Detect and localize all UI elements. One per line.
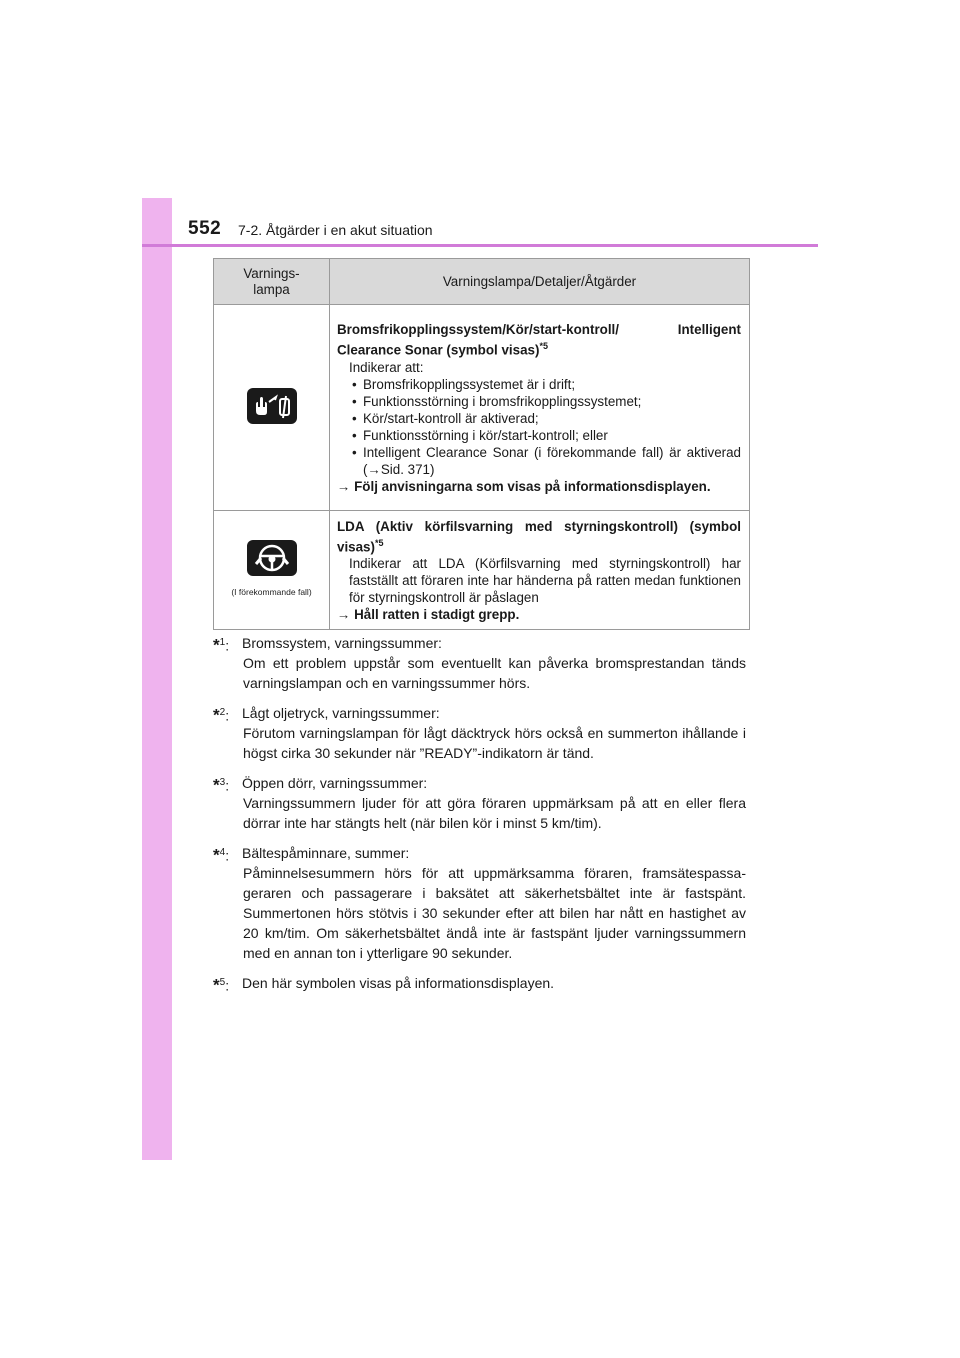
section-title: 7-2. Åtgärder i en akut situation	[238, 222, 433, 238]
table-row	[214, 511, 750, 630]
lamp-cell	[214, 305, 330, 511]
footnote-text: Påminnelsesummern hörs för att uppmärksamma föraren, framsätespassageraren och passagerare i baksätet att säkerhetsbältet inte är fastspänt. Summertonen hörs stötvis i 30 sekunder efter att bilen har nått en hastighet av 20 km/tim. Om säkerhetsbältet ändå inte är fastspänt ljuder varningssummern med en annan ton i ytterligare 90 sekunder.	[243, 865, 746, 961]
page-number: 552	[188, 218, 222, 239]
list-item: • Bromsfrikopplingssystemet är i drift;	[337, 376, 741, 393]
table-header-row	[214, 259, 750, 305]
row-action: → Följ anvisningarna som visas på informationsdisplayen.	[337, 478, 711, 494]
footnote-marker: *$^3$:	[213, 775, 230, 795]
footnote	[213, 633, 746, 693]
footnote-title: Lågt oljetryck, varningssummer:	[242, 705, 440, 721]
icon-caption: (I förekommande fall)	[231, 586, 312, 597]
row-title: Bromsfrikopplingssystem/Kör/start-kontroll/ Intelligent Clearance Sonar (symbol visas)$^{*5}$	[337, 322, 741, 358]
footnote	[213, 843, 746, 963]
row-title: LDA (Aktiv körfilsvarning med styrningskontroll) (symbol visas)$^{*5}$	[337, 519, 741, 555]
footnote-marker: *$^5$:	[213, 975, 230, 995]
footnote-marker: *$^2$:	[213, 705, 230, 725]
list-item: • Kör/start-kontroll är aktiverad;	[337, 410, 741, 427]
page-header	[142, 198, 818, 248]
column-header-details: Varningslampa/Detaljer/Åtgärder	[330, 259, 750, 305]
lamp-cell	[214, 511, 330, 630]
header-rule	[142, 244, 818, 247]
footnote-title: Bältespåminnare, summer:	[242, 845, 410, 861]
steering-wheel-hands-icon	[247, 540, 297, 576]
footnote-title: Öppen dörr, varningssummer:	[242, 775, 428, 791]
footnote	[213, 703, 746, 763]
brake-hold-drive-start-icon	[247, 388, 297, 424]
footnote-text: Varningssummern ljuder för att göra föraren uppmärksam på att en eller flera dörrar inte har stängts helt (när bilen kör i minst 5 km/tim).	[243, 795, 746, 831]
footnote-title: Bromssystem, varningssummer:	[242, 635, 442, 651]
list-item: • Intelligent Clearance Sonar (i förekommande fall) är aktiverad (→Sid. 371)	[337, 444, 741, 478]
details-cell	[330, 511, 750, 630]
footnote-marker: *$^4$:	[213, 845, 230, 865]
list-item: • Funktionsstörning i bromsfrikopplingssystemet;	[337, 393, 741, 410]
footnote-marker: *$^1$:	[213, 635, 230, 655]
warning-lamp-table	[213, 258, 750, 630]
column-header-lamp: Varnings- lampa	[214, 259, 330, 305]
footnote	[213, 773, 746, 833]
chapter-side-tab	[142, 198, 172, 1160]
row-body: Indikerar att LDA (Körfilsvarning med styrningskontroll) har fastställt att föraren inte har händerna på ratten medan funktionen för styrningskontroll är påslagen	[349, 556, 741, 606]
footnote	[213, 973, 746, 993]
row-intro: Indikerar att:	[349, 359, 424, 375]
row-action: → Håll ratten i stadigt grepp.	[337, 607, 520, 623]
footnotes	[213, 633, 746, 1003]
footnote-text: Förutom varningslampan för lågt däcktryck hörs också en summerton ihållande i högst cirka 30 sekunder när ”READY”-indikatorn är tänd.	[243, 725, 746, 761]
footnote-title: Den här symbolen visas på informationsdisplayen.	[242, 975, 555, 991]
details-cell	[330, 305, 750, 511]
footnote-text: Om ett problem uppstår som eventuellt kan påverka bromsprestandan tänds varningslampan och en varningssummer hörs.	[243, 655, 746, 691]
table-row	[214, 305, 750, 511]
list-item: • Funktionsstörning i kör/start-kontroll; eller	[337, 427, 741, 444]
